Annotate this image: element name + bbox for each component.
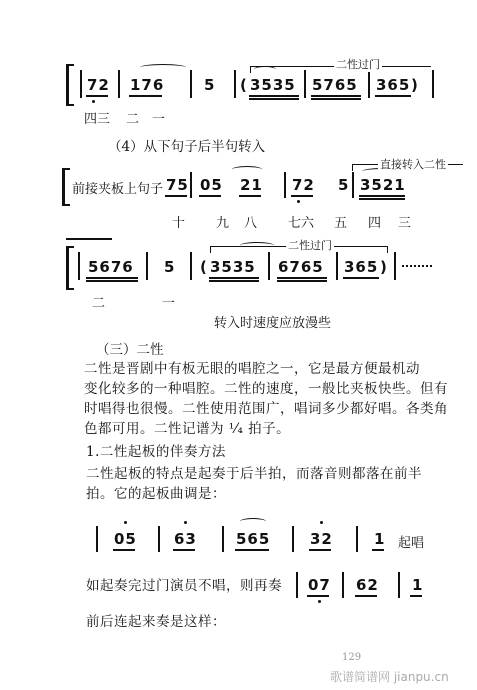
barline bbox=[356, 526, 358, 552]
underline bbox=[239, 195, 261, 197]
continuation-dots bbox=[402, 265, 432, 267]
section-title: （三）二性 bbox=[96, 342, 164, 358]
paragraph-line: 二性是晋剧中有板无眼的唱腔之一，它是最方便最机动 bbox=[84, 361, 420, 377]
over-label: 二性过门 bbox=[288, 239, 332, 252]
underline bbox=[209, 280, 259, 282]
page-number: 129 bbox=[342, 652, 362, 663]
barline bbox=[432, 70, 434, 98]
note-group: 5765 bbox=[312, 76, 358, 94]
slur bbox=[240, 518, 266, 525]
lyric: 四三 bbox=[84, 112, 111, 127]
lyric: 四 bbox=[368, 216, 382, 231]
note-group: 3535 bbox=[250, 76, 296, 94]
underline bbox=[129, 95, 162, 97]
underline bbox=[355, 595, 377, 597]
underline bbox=[199, 195, 221, 197]
paragraph-line: 色都可用。二性记谱为 ¹⁄₄ 拍子。 bbox=[84, 421, 291, 437]
barline bbox=[268, 252, 270, 280]
barline bbox=[296, 572, 298, 598]
note-group: 365 bbox=[376, 76, 411, 94]
barline bbox=[304, 70, 306, 98]
paragraph-line: 拍。它的起板曲调是： bbox=[86, 486, 226, 502]
note-group: 1 bbox=[412, 576, 424, 594]
barline bbox=[352, 172, 354, 198]
lyric: 二 bbox=[126, 112, 140, 127]
note-group: 1 bbox=[374, 530, 386, 548]
prefix-text: 前接夹板上句子 bbox=[72, 182, 164, 197]
barline bbox=[78, 252, 80, 280]
paragraph-line: 变化较多的一种唱腔。二性的速度，一般比夹板快些。但有 bbox=[84, 381, 448, 397]
underline bbox=[235, 549, 269, 551]
tempo-caption: 转入时速度应放漫些 bbox=[214, 316, 332, 331]
underline bbox=[249, 98, 299, 100]
underline bbox=[277, 277, 327, 279]
barline bbox=[190, 172, 192, 198]
barline bbox=[158, 526, 160, 552]
slur bbox=[140, 64, 186, 71]
underline bbox=[359, 198, 405, 200]
tie-line bbox=[66, 238, 112, 240]
note-group: 3521 bbox=[360, 176, 406, 194]
barline bbox=[292, 526, 294, 552]
subsection-heading: （4）从下句子后半句转入 bbox=[108, 139, 266, 155]
note-group: 72 bbox=[87, 76, 110, 94]
underline bbox=[311, 95, 361, 97]
underline bbox=[173, 549, 195, 551]
note-group: 5 bbox=[164, 258, 176, 276]
paragraph-line: 二性起板的特点是起奏于后半拍，而落音则都落在前半 bbox=[86, 466, 422, 482]
lyric: 九 bbox=[216, 216, 230, 231]
underline bbox=[375, 95, 411, 97]
underline bbox=[165, 195, 187, 197]
note-group: 62 bbox=[356, 576, 379, 594]
lyric: 二 bbox=[92, 296, 106, 311]
underline bbox=[343, 277, 379, 279]
underline bbox=[86, 280, 138, 282]
lyric: 十 bbox=[172, 216, 186, 231]
lyric: 一 bbox=[162, 296, 176, 311]
barline bbox=[234, 70, 236, 98]
barline bbox=[96, 526, 98, 552]
underline bbox=[311, 98, 361, 100]
paren-open: ( bbox=[240, 76, 248, 94]
prefix-text: 如起奏完过门演员不唱，则再奏 bbox=[86, 578, 282, 594]
note-group: 72 bbox=[292, 176, 315, 194]
lyric: 七六 bbox=[288, 216, 315, 231]
accent-dot bbox=[320, 521, 323, 524]
barline bbox=[146, 252, 148, 280]
barline bbox=[118, 70, 120, 98]
note-group: 07 bbox=[308, 576, 331, 594]
barline bbox=[398, 572, 400, 598]
closing-line: 前后连起来奏是这样： bbox=[86, 614, 226, 630]
barline bbox=[394, 252, 396, 280]
note-group: 32 bbox=[310, 530, 333, 548]
system-bracket bbox=[62, 168, 70, 206]
over-label: 直接转入二性 bbox=[380, 158, 446, 171]
octave-dot bbox=[318, 600, 321, 603]
note-group: 565 bbox=[236, 530, 271, 548]
note-group: 21 bbox=[240, 176, 263, 194]
note-group: 75 bbox=[166, 176, 189, 194]
note-group: 176 bbox=[130, 76, 165, 94]
watermark: 歌谱简谱网 jianpu.cn bbox=[330, 670, 449, 684]
underline bbox=[86, 95, 108, 97]
slur bbox=[232, 166, 262, 173]
paren-close: ) bbox=[411, 76, 419, 94]
underline bbox=[359, 195, 405, 197]
barline bbox=[190, 252, 192, 280]
barline bbox=[190, 70, 192, 98]
barline bbox=[336, 252, 338, 280]
note-group: 3535 bbox=[210, 258, 256, 276]
note-group: 05 bbox=[114, 530, 137, 548]
barline bbox=[80, 70, 82, 98]
note-group: 63 bbox=[174, 530, 197, 548]
system-bracket bbox=[66, 246, 74, 290]
underline bbox=[291, 195, 313, 197]
system-bracket bbox=[66, 64, 74, 106]
paren-close: ) bbox=[380, 258, 388, 276]
note-group: 05 bbox=[200, 176, 223, 194]
lyric: 三 bbox=[398, 216, 412, 231]
underline bbox=[307, 595, 329, 597]
note-group: 5 bbox=[204, 76, 216, 94]
octave-dot bbox=[297, 200, 300, 203]
barline bbox=[342, 572, 344, 598]
paragraph-line: 时唱得也很慢。二性使用范围广，唱词多少都好唱。各类角 bbox=[84, 401, 448, 417]
underline bbox=[249, 95, 299, 97]
barline bbox=[222, 526, 224, 552]
underline bbox=[410, 595, 422, 597]
underline bbox=[372, 549, 384, 551]
lyric: 五 bbox=[334, 216, 348, 231]
barline bbox=[284, 172, 286, 198]
underline bbox=[86, 277, 138, 279]
accent-dot bbox=[184, 521, 187, 524]
subsection-heading: 1.二性起板的伴奏方法 bbox=[86, 444, 226, 460]
underline bbox=[309, 549, 331, 551]
note-group: 5676 bbox=[88, 258, 134, 276]
underline bbox=[113, 549, 135, 551]
paren-open: ( bbox=[200, 258, 208, 276]
note-group: 5 bbox=[338, 176, 350, 194]
over-label: 二性过门 bbox=[336, 58, 380, 71]
octave-dot bbox=[92, 100, 95, 103]
lyric: 八 bbox=[244, 216, 258, 231]
note-group: 365 bbox=[344, 258, 379, 276]
barline bbox=[368, 70, 370, 98]
underline bbox=[277, 280, 327, 282]
accent-dot bbox=[124, 521, 127, 524]
underline bbox=[209, 277, 259, 279]
lyric: 一 bbox=[152, 112, 166, 127]
note-group: 6765 bbox=[278, 258, 324, 276]
start-singing-label: 起唱 bbox=[398, 536, 425, 551]
